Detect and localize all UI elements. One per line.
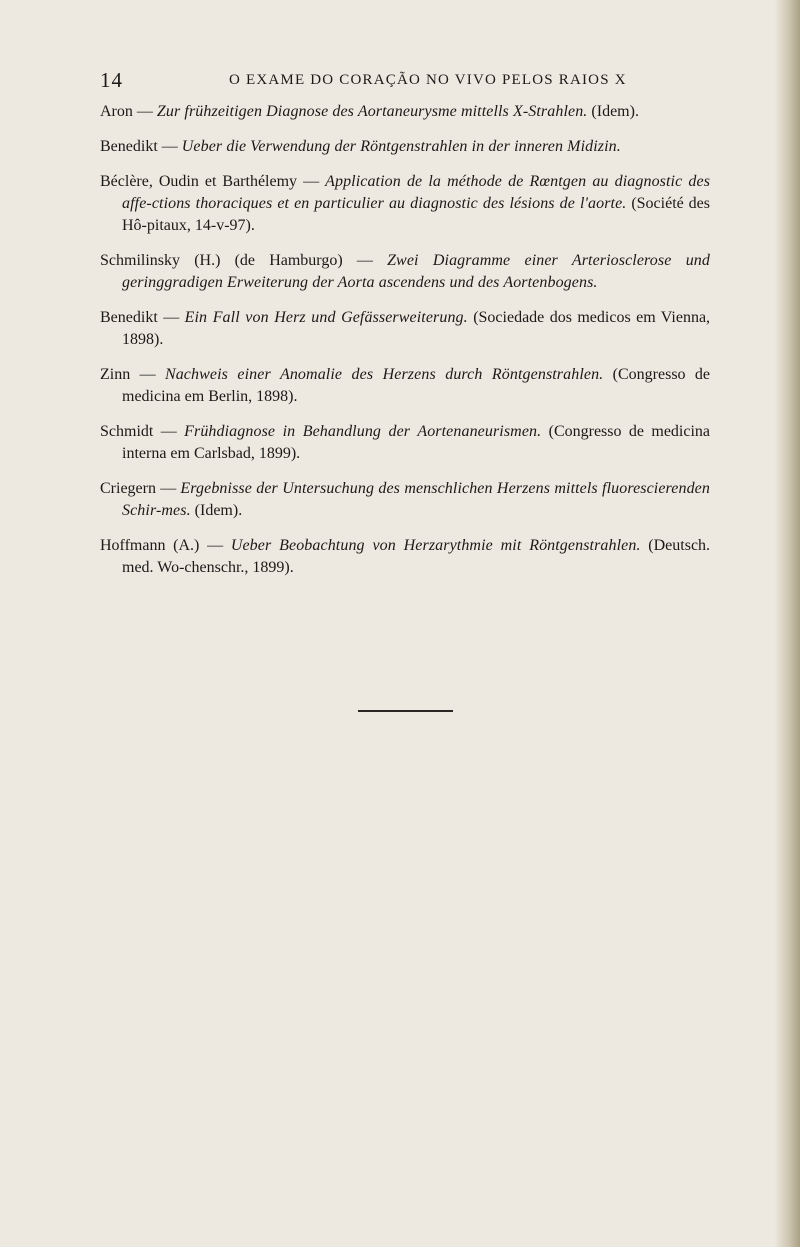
reference-author: Benedikt bbox=[100, 138, 158, 155]
reference-title: Ueber die Verwendung der Röntgenstrahlen in der inneren Midizin. bbox=[181, 138, 621, 155]
dash: — bbox=[160, 480, 177, 497]
reference-note: (Société des Hô-pitaux, 14-v-97). bbox=[122, 195, 710, 234]
dash: — bbox=[136, 103, 153, 120]
page-number: 14 bbox=[100, 68, 123, 92]
reference-title: Nachweis einer Anomalie des Herzens durch Röntgenstrahlen. bbox=[164, 366, 604, 383]
reference-note: (Congresso de medicina em Berlin, 1898). bbox=[122, 366, 710, 405]
reference-author: Béclère, Oudin et Barthélemy bbox=[100, 173, 298, 190]
dash: — bbox=[356, 252, 373, 269]
reference-item bbox=[100, 307, 710, 351]
reference-author: Schmilinsky (H.) (de Hamburgo) bbox=[100, 252, 343, 269]
reference-author: Zinn bbox=[100, 366, 131, 383]
page-edge-shadow bbox=[774, 0, 800, 1247]
dash: — bbox=[160, 423, 177, 440]
reference-item bbox=[100, 101, 710, 123]
dash: — bbox=[303, 173, 320, 190]
reference-item bbox=[100, 535, 710, 579]
reference-title: Ein Fall von Herz und Gefässerweiterung. bbox=[184, 309, 468, 326]
reference-note: (Deutsch. med. Wo-chenschr., 1899). bbox=[122, 537, 711, 576]
end-rule bbox=[358, 710, 453, 712]
dash: — bbox=[139, 366, 156, 383]
running-title: O EXAME DO CORAÇÃO NO VIVO PELOS RAIOS X bbox=[229, 72, 627, 88]
reference-item bbox=[100, 421, 710, 465]
reference-title: Ueber Beobachtung von Herzarythmie mit Röntgenstrahlen. bbox=[230, 537, 641, 554]
reference-author: Hoffmann (A.) bbox=[100, 537, 200, 554]
reference-item bbox=[100, 478, 710, 522]
reference-title: Frühdiagnose in Behandlung der Aortenaneurismen. bbox=[184, 423, 542, 440]
reference-title: Zur frühzeitigen Diagnose des Aortaneurysme mittells X-Strahlen. bbox=[156, 103, 588, 120]
reference-note: (Idem). bbox=[194, 502, 243, 519]
dash: — bbox=[161, 138, 178, 155]
reference-item bbox=[100, 250, 710, 294]
reference-author: Aron bbox=[100, 103, 133, 120]
reference-author: Schmidt bbox=[100, 423, 154, 440]
reference-author: Benedikt bbox=[100, 309, 158, 326]
reference-title: Zwei Diagramme einer Arteriosclerose und geringgradigen Erweiterung der Aorta ascendens und des Aortenbogens. bbox=[122, 252, 711, 291]
dash: — bbox=[163, 309, 180, 326]
reference-note: (Idem). bbox=[591, 103, 639, 120]
reference-author: Criegern bbox=[100, 480, 156, 497]
reference-note: (Sociedade dos medicos em Vienna, 1898). bbox=[122, 309, 711, 348]
dash: — bbox=[207, 537, 224, 554]
reference-item bbox=[100, 136, 710, 158]
reference-title: Ergebnisse der Untersuchung des menschlichen Herzens mittels fluorescierenden Schir-mes. bbox=[122, 480, 710, 519]
reference-list bbox=[100, 101, 710, 592]
reference-title: Application de la méthode de Rœntgen au diagnostic des affe-ctions thoraciques et en particulier au diagnostic des lésions de l'aorte. bbox=[122, 173, 711, 212]
reference-note: (Congresso de medicina interna em Carlsbad, 1899). bbox=[122, 423, 711, 462]
reference-item bbox=[100, 171, 710, 237]
reference-item bbox=[100, 364, 710, 408]
